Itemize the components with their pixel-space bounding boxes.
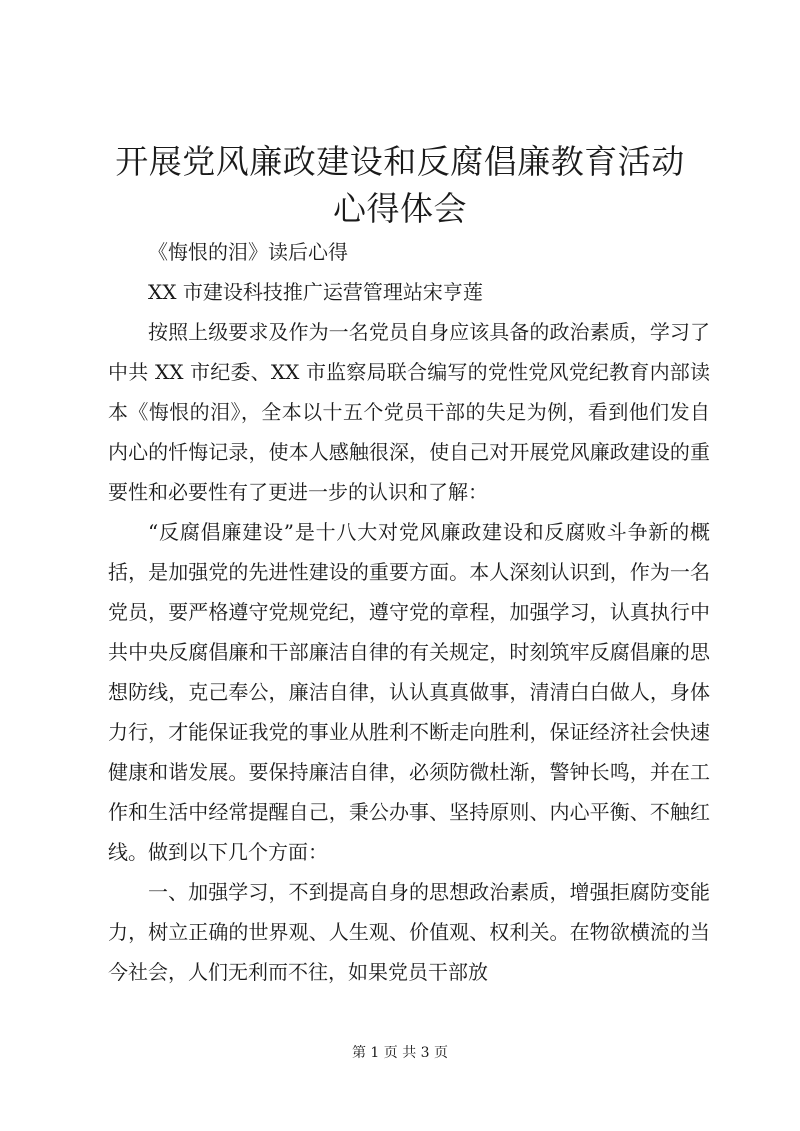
page-number-footer: 第 1 页 共 3 页 [351, 1045, 449, 1061]
document-title: 开展党风廉政建设和反腐倡廉教育活动心得体会 [115, 142, 685, 228]
paragraph: 按照上级要求及作为一名党员自身应该具备的政治素质，学习了中共 XX 市纪委、XX 市监察局联合编写的党性党风党纪教育内部读本《悔恨的泪》，全本以十五个党员干部的失足为例，看到他们发自内心的忏悔记录，使本人感触很深，使自己对开展党风廉政建设的重要性和必要性有了更进一步的认识和了解： [108, 320, 710, 504]
document-body [108, 232, 710, 992]
paragraph-author: XX 市建设科技推广运营管理站宋亨莲 [148, 280, 483, 304]
paragraph-subtitle: 《悔恨的泪》读后心得 [148, 240, 348, 264]
paragraph: 一、加强学习，不到提高自身的思想政治素质，增强拒腐防变能力，树立正确的世界观、人生观、价值观、权利关。在物欲横流的当今社会，人们无利而不往，如果党员干部放 [108, 880, 710, 984]
paragraph: “反腐倡廉建设”是十八大对党风廉政建设和反腐败斗争新的概括，是加强党的先进性建设的重要方面。本人深刻认识到，作为一名党员，要严格遵守党规党纪，遵守党的章程，加强学习，认真执行中共中央反腐倡廉和干部廉洁自律的有关规定，时刻筑牢反腐倡廉的思想防线，克己奉公，廉洁自律，认认真真做事，清清白白做人，身体力行，才能保证我党的事业从胜利不断走向胜利，保证经济社会快速健康和谐发展。要保持廉洁自律，必须防微杜渐，警钟长鸣，并在工作和生活中经常提醒自己，秉公办事、坚持原则、内心平衡、不触红线。做到以下几个方面： [108, 520, 710, 864]
